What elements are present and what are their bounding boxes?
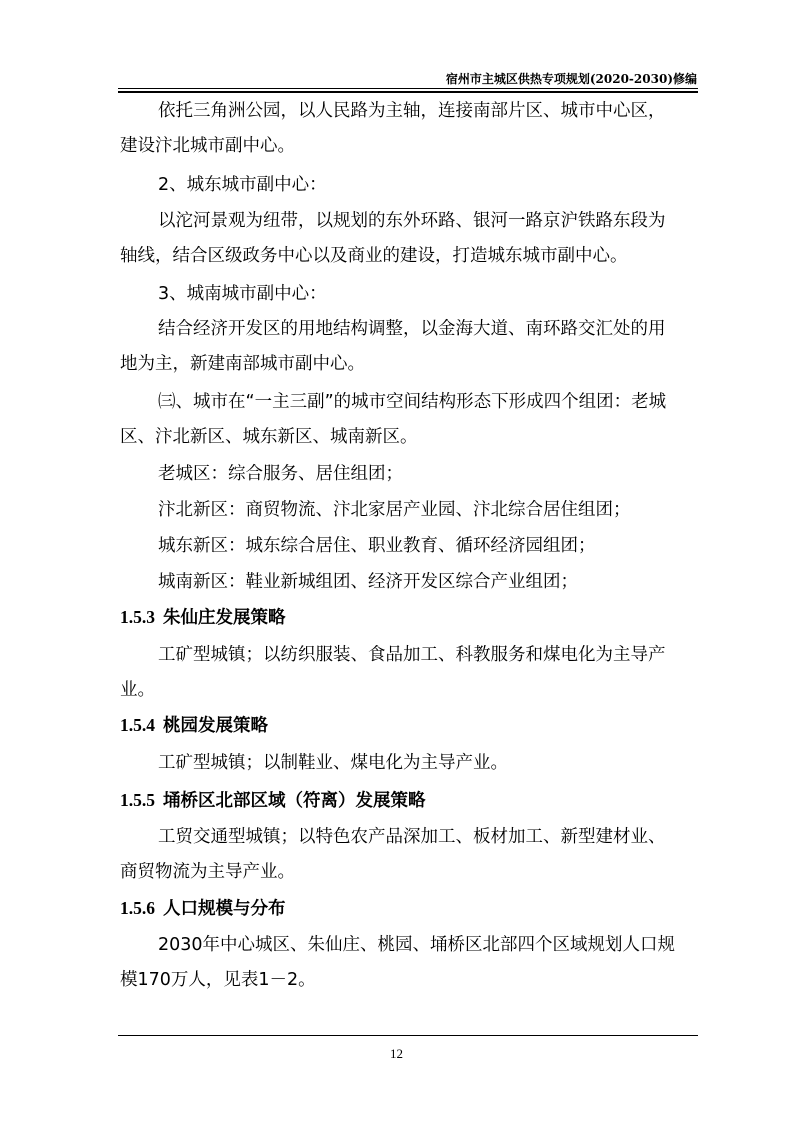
list-item: 汴北新区：商贸物流、汴北家居产业园、汴北综合居住组团； xyxy=(158,500,631,520)
paragraph-line: ㈢、城市在“一主三副”的城市空间结构形态下形成四个组团：老城 xyxy=(158,392,667,412)
paragraph-line: 工矿型城镇；以制鞋业、煤电化为主导产业。 xyxy=(158,753,508,773)
paragraph-line: 工矿型城镇；以纺织服装、食品加工、科教服务和煤电化为主导产 xyxy=(158,645,666,665)
paragraph-line: 模170万人，见表1－2。 xyxy=(120,970,316,990)
header-rule-thick xyxy=(118,91,698,93)
section-number: 1.5.6 xyxy=(120,898,155,918)
paragraph-line: 依托三角洲公园，以人民路为主轴，连接南部片区、城市中心区， xyxy=(158,101,666,121)
section-heading-1-5-5 xyxy=(120,788,426,813)
section-number: 1.5.5 xyxy=(120,790,155,810)
paragraph-line: 业。 xyxy=(120,680,155,700)
paragraph-line: 商贸物流为主导产业。 xyxy=(120,862,295,882)
section-heading-1-5-4 xyxy=(120,713,268,738)
page-number: 12 xyxy=(390,1046,403,1061)
list-item-heading: 2、城东城市副中心： xyxy=(158,175,327,195)
paragraph-line: 结合经济开发区的用地结构调整，以金海大道、南环路交汇处的用 xyxy=(158,319,666,339)
list-item: 城南新区：鞋业新城组团、经济开发区综合产业组团； xyxy=(158,572,578,592)
header-rule-thin xyxy=(118,88,698,89)
paragraph-line: 地为主，新建南部城市副中心。 xyxy=(120,354,365,374)
section-title: 朱仙庄发展策略 xyxy=(163,608,286,628)
paragraph-line: 以沱河景观为纽带，以规划的东外环路、银河一路京沪铁路东段为 xyxy=(158,211,666,231)
paragraph-line: 区、汴北新区、城东新区、城南新区。 xyxy=(120,427,418,447)
section-number: 1.5.4 xyxy=(120,715,155,735)
running-header: 宿州市主城区供热专项规划(2020-2030)修编 xyxy=(445,72,697,86)
section-heading-1-5-6 xyxy=(120,896,286,921)
list-item: 城东新区：城东综合居住、职业教育、循环经济园组团； xyxy=(158,536,596,556)
section-heading-1-5-3 xyxy=(120,605,286,630)
section-number: 1.5.3 xyxy=(120,607,155,627)
list-item-heading: 3、城南城市副中心： xyxy=(158,284,327,304)
paragraph-line: 工贸交通型城镇；以特色农产品深加工、板材加工、新型建材业、 xyxy=(158,827,666,847)
section-title: 人口规模与分布 xyxy=(163,899,286,919)
section-title: 埇桥区北部区域（符离）发展策略 xyxy=(163,791,426,811)
footer-rule xyxy=(118,1035,698,1036)
paragraph-line: 2030年中心城区、朱仙庄、桃园、埇桥区北部四个区域规划人口规 xyxy=(158,935,676,955)
list-item: 老城区：综合服务、居住组团； xyxy=(158,464,403,484)
paragraph-line: 轴线，结合区级政务中心以及商业的建设，打造城东城市副中心。 xyxy=(120,246,628,266)
paragraph-line: 建设汴北城市副中心。 xyxy=(120,136,295,156)
section-title: 桃园发展策略 xyxy=(163,716,268,736)
